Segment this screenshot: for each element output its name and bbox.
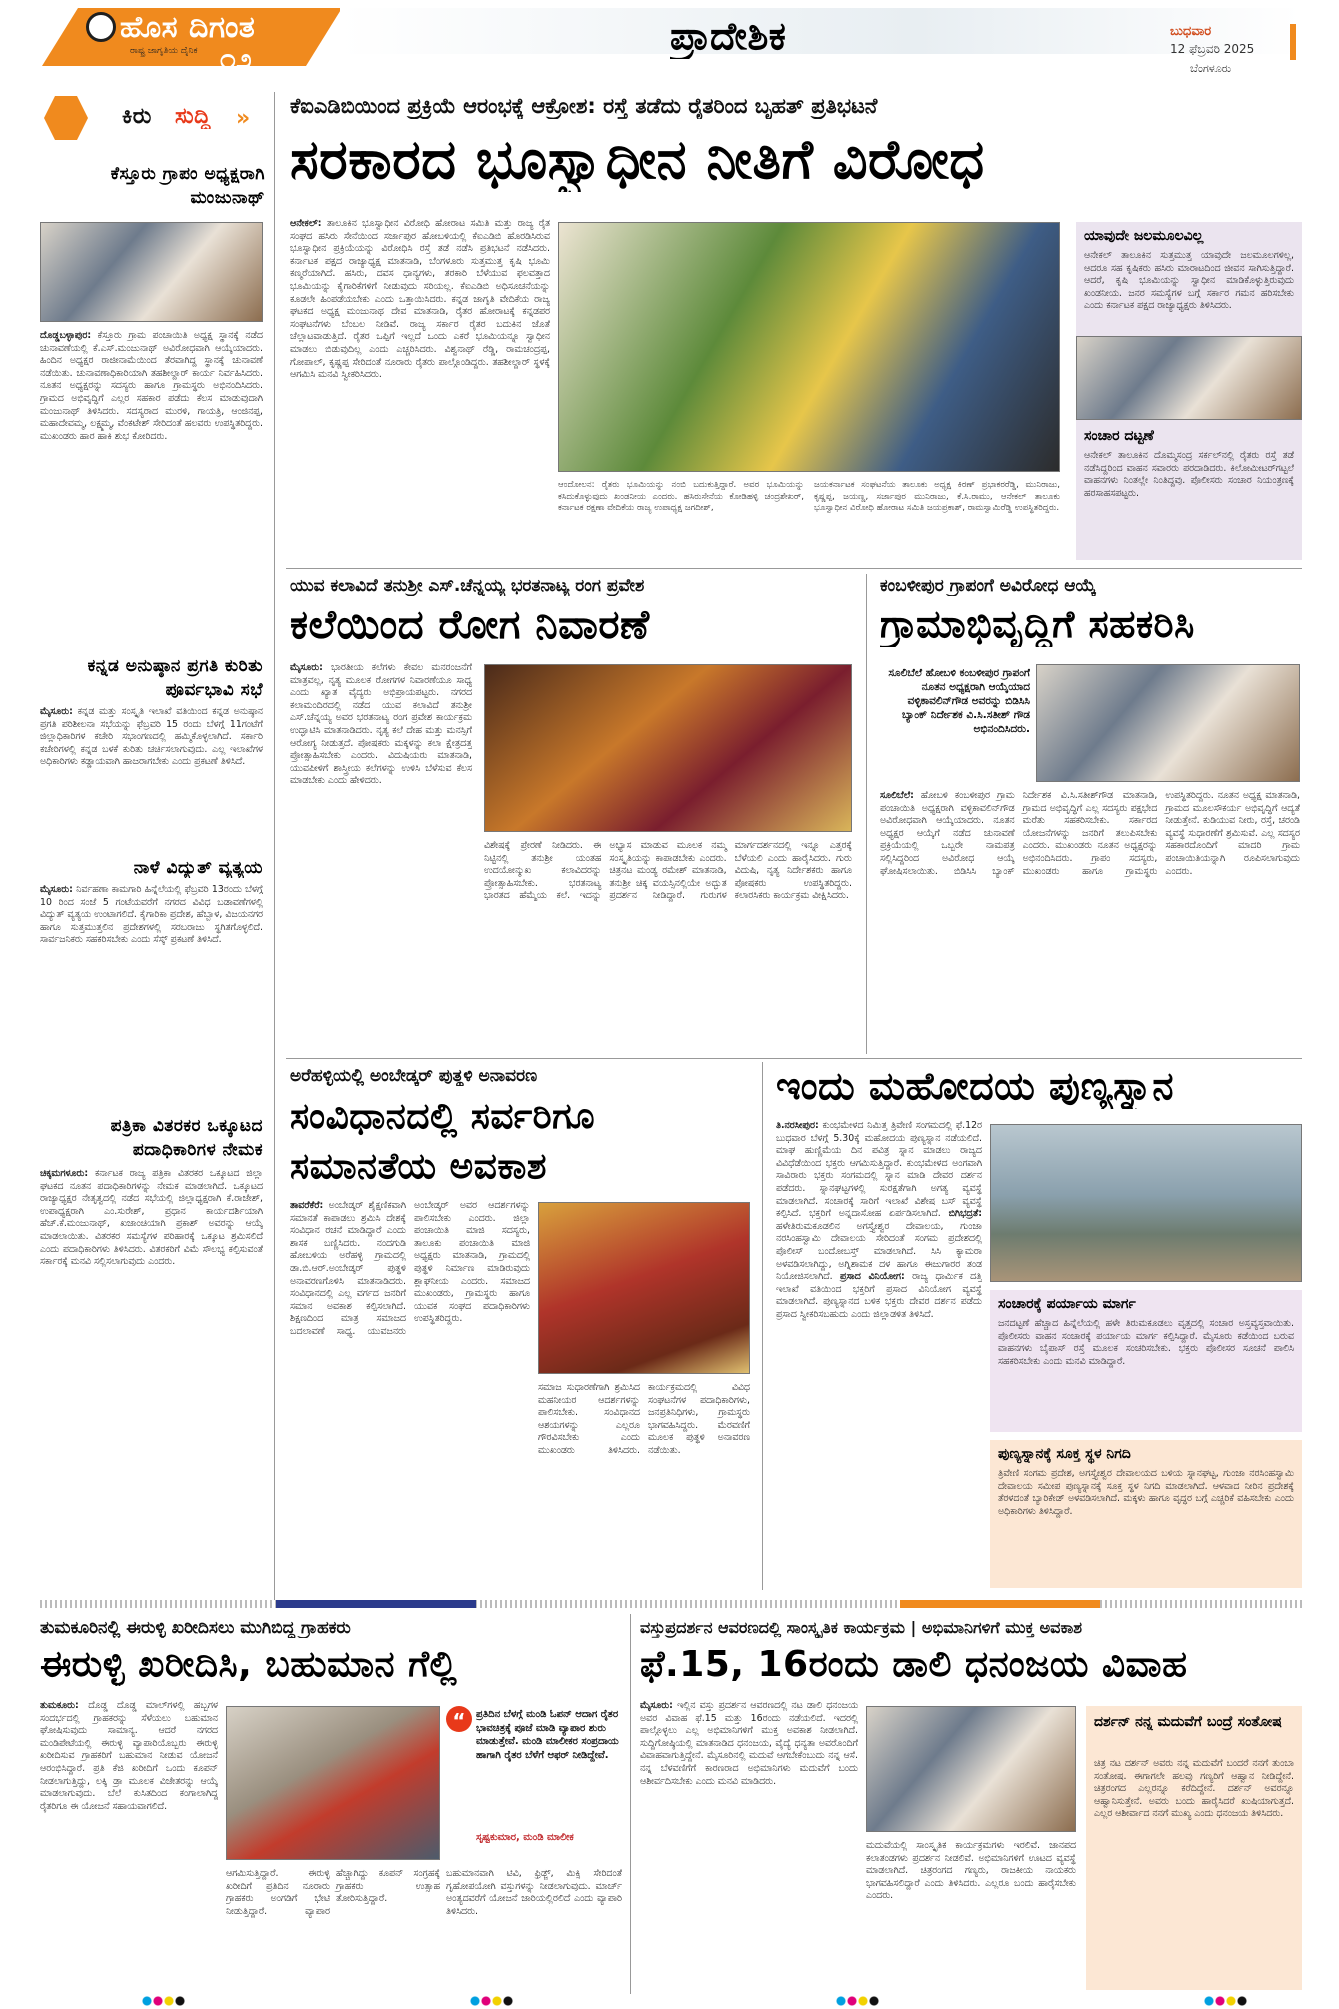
- brief-4-body: [40, 1168, 263, 1588]
- dhananjaya-box-title: ದರ್ಶನ್ ನನ್ನ ಮದುವೆಗೆ ಬಂದ್ರೆ ಸಂತೋಷ: [1094, 1714, 1282, 1730]
- dhananjaya-photo: [866, 1706, 1076, 1832]
- mid-rule: [286, 1058, 1302, 1059]
- mahodaya-box2-text: ತ್ರಿವೇಣಿ ಸಂಗಮ ಪ್ರದೇಶ, ಅಗಸ್ತ್ಯೇಶ್ವರ ದೇವಾಲಯದ ಬಳಿಯ ಸ್ನಾನಘಟ್ಟ, ಗುಂಜಾ ನರಸಿಂಹಸ್ವಾಮಿ ದೇವಾಲಯ ಸಮೀಪ ಪುಣ್ಯಸ್ನಾನಕ್ಕೆ ಸೂಕ್ತ ಸ್ಥಳ ನಿಗದಿ ಮಾಡಲಾಗಿದೆ. ಆಳವಾದ ನೀರಿನ ಪ್ರದೇಶಕ್ಕೆ ತೆರಳದಂತೆ ಬ್ಯಾರಿಕೇಡ್ ಅಳವಡಿಸಲಾಗಿದೆ. ಮಕ್ಕಳು ಹಾಗೂ ವೃದ್ಧರ ಬಗ್ಗೆ ಎಚ್ಚರಿಕೆ ವಹಿಸಬೇಕು ಎಂದು ಅಧಿಕಾರಿಗಳು ತಿಳಿಸಿದ್ದಾರೆ.: [998, 1468, 1294, 1517]
- brief-3-dateline: ಮೈಸೂರು:: [40, 884, 73, 895]
- brief-2-headline: ಕನ್ನಡ ಅನುಷ್ಠಾನ ಪ್ರಗತಿ ಕುರಿತು ಪೂರ್ವಭಾವಿ ಸಭೆ: [87, 656, 263, 700]
- dance-headline: ಕಲೆಯಿಂದ ರೋಗ ನಿವಾರಣೆ: [290, 602, 650, 648]
- brief-2-body: [40, 706, 263, 856]
- bottom-separator-orange: [900, 1600, 1100, 1608]
- mahodaya-box2-title: ಪುಣ್ಯಸ್ನಾನಕ್ಕೆ ಸೂಕ್ತ ಸ್ಥಳ ನಿಗದಿ: [998, 1446, 1131, 1462]
- dhananjaya-text-2: ಮದುವೆಯಲ್ಲಿ ಸಾಂಸ್ಕೃತಿಕ ಕಾರ್ಯಕ್ರಮಗಳು ಇರಲಿವೆ. ಜಾನಪದ ಕಲಾತಂಡಗಳು ಪ್ರದರ್ಶನ ನೀಡಲಿವೆ. ಅಭಿಮಾನಿಗಳಿಗೆ ಊಟದ ವ್ಯವಸ್ಥೆ ಮಾಡಲಾಗಿದೆ. ಚಿತ್ರರಂಗದ ಗಣ್ಯರು, ರಾಜಕೀಯ ನಾಯಕರು ಭಾಗವಹಿಸಲಿದ್ದಾರೆ ಎಂದು ತಿಳಿಸಿದರು. ಎಲ್ಲರೂ ಬಂದು ಹಾರೈಸಬೇಕು ಎಂದರು.: [866, 1840, 1076, 1902]
- dance-text: ಭಾರತೀಯ ಕಲೆಗಳು ಕೇವಲ ಮನರಂಜನೆಗೆ ಮಾತ್ರವಲ್ಲ, ನೃತ್ಯ ಮೂಲಕ ರೋಗಗಳ ನಿವಾರಣೆಯೂ ಸಾಧ್ಯ ಎಂದು ಖ್ಯಾತ ವೈದ್ಯರು ಅಭಿಪ್ರಾಯಪಟ್ಟರು. ನಗರದ ಕಲಾಮಂದಿರದಲ್ಲಿ ನಡೆದ ಯುವ ಕಲಾವಿದೆ ತನುಶ್ರೀ ಎಸ್.ಚೆನ್ನಯ್ಯ ಅವರ ಭರತನಾಟ್ಯ ರಂಗ ಪ್ರವೇಶ ಕಾರ್ಯಕ್ರಮ ಉದ್ಘಾಟಿಸಿ ಮಾತನಾಡಿದರು. ನೃತ್ಯ ಕಲೆ ದೇಹ ಮತ್ತು ಮನಸ್ಸಿಗೆ ಆರೋಗ್ಯ ನೀಡುತ್ತದೆ. ಪೋಷಕರು ಮಕ್ಕಳನ್ನು ಕಲಾ ಕ್ಷೇತ್ರದತ್ತ ಪ್ರೋತ್ಸಾಹಿಸಬೇಕು ಎಂದರು. ವಿದುಷಿಯರು ಮಾತನಾಡಿ, ಯುವಪೀಳಿಗೆ ಶಾಸ್ತ್ರೀಯ ಕಲೆಗಳನ್ನು ಉಳಿಸಿ ಬೆಳೆಸುವ ಕೆಲಸ ಮಾಡಬೇಕು ಎಂದು ಹೇಳಿದರು.: [290, 662, 472, 787]
- kambalipura-pullquote: ಸೂಲಿಬೆಲೆ ಹೋಬಳಿ ಕಂಬಳೀಪುರ ಗ್ರಾಪಂಗೆ ನೂತನ ಅಧ್ಯಕ್ಷರಾಗಿ ಆಯ್ಕೆಯಾದ ವಳ್ಳಿಕಾವಲಿನ್‌ಗೌಡ ಅವರನ್ನು ಬಿಡಿಸಿಸಿ ಬ್ಯಾಂಕ್ ನಿರ್ದೇಶಕ ವಿ.ಸಿ.ಸತೀಶ್ ಗೌಡ ಅಭಿನಂದಿಸಿದರು.: [888, 667, 1030, 735]
- eerulli-body: [40, 1700, 218, 1990]
- ambedkar-text-continued: ಸಮಾಜ ಸುಧಾರಣೆಗಾಗಿ ಶ್ರಮಿಸಿದ ಮಹನೀಯರ ಆದರ್ಶಗಳನ್ನು ಪಾಲಿಸಬೇಕು. ಸಂವಿಧಾನದ ಆಶಯಗಳನ್ನು ಎಲ್ಲರೂ ಗೌರವಿಸಬೇಕು ಎಂದು ಮುಖಂಡರು ತಿಳಿಸಿದರು. ಕಾರ್ಯಕ್ರಮದಲ್ಲಿ ವಿವಿಧ ಸಂಘಟನೆಗಳ ಪದಾಧಿಕಾರಿಗಳು, ಜನಪ್ರತಿನಿಧಿಗಳು, ಗ್ರಾಮಸ್ಥರು ಭಾಗವಹಿಸಿದ್ದರು. ಮೆರವಣಿಗೆ ಮೂಲಕ ಪುತ್ಥಳಿ ಅನಾವರಣ ನಡೆಯಿತು.: [538, 1382, 750, 1456]
- dhananjaya-box: [1086, 1706, 1302, 1990]
- lead-photo: [558, 222, 1060, 472]
- section-title: ಪ್ರಾದೇಶಿಕ: [670, 14, 787, 58]
- lead-bottom-rule: [286, 568, 1302, 569]
- kambalipura-dateline: ಸೂಲಿಬೆಲೆ:: [880, 790, 914, 801]
- mid-divider-2: [762, 1062, 763, 1590]
- registration-marks-right: [836, 1996, 880, 2006]
- dhananjaya-box-text: ಚಿತ್ರ ನಟ ದರ್ಶನ್ ಅವರು ನನ್ನ ಮದುವೆಗೆ ಬಂದರೆ ನನಗೆ ತುಂಬಾ ಸಂತೋಷ. ಈಗಾಗಲೇ ಹಲವು ಗಣ್ಯರಿಗೆ ಆಹ್ವಾನ ನೀಡಿದ್ದೇನೆ. ಚಿತ್ರರಂಗದ ಎಲ್ಲರನ್ನೂ ಕರೆದಿದ್ದೇನೆ. ದರ್ಶನ್ ಅವರನ್ನೂ ಆಹ್ವಾನಿಸುತ್ತೇನೆ. ಅವರು ಬಂದು ಹಾರೈಸಿದರೆ ಖುಷಿಯಾಗುತ್ತದೆ. ಎಲ್ಲರ ಆಶೀರ್ವಾದ ನನಗೆ ಮುಖ್ಯ ಎಂದು ಧನಂಜಯ ತಿಳಿಸಿದರು.: [1094, 1758, 1294, 1820]
- ambedkar-text: ಅಂಬೇಡ್ಕರ್ ಶೈಕ್ಷಣಿಕವಾಗಿ ಸಮಾನತೆ ಕಾಪಾಡಲು ಶ್ರಮಿಸಿ ದೇಶಕ್ಕೆ ಸಂವಿಧಾನ ರಚನೆ ಮಾಡಿದ್ದಾರೆ ಎಂದು ಶಾಸಕ ಬಣ್ಣಿಸಿದರು. ನಂದಗುಡಿ ಹೋಬಳಿಯ ಅರೆಹಳ್ಳಿ ಗ್ರಾಮದಲ್ಲಿ ಡಾ.ಬಿ.ಆರ್.ಅಂಬೇಡ್ಕರ್ ಪುತ್ಥಳಿ ಅನಾವರಣಗೊಳಿಸಿ ಮಾತನಾಡಿದರು. ಸಂವಿಧಾನದಲ್ಲಿ ಎಲ್ಲ ವರ್ಗದ ಜನರಿಗೆ ಸಮಾನ ಅವಕಾಶ ಕಲ್ಪಿಸಲಾಗಿದೆ. ಶಿಕ್ಷಣದಿಂದ ಮಾತ್ರ ಸಮಾಜದ ಬದಲಾವಣೆ ಸಾಧ್ಯ. ಯುವಜನರು ಅಂಬೇಡ್ಕರ್ ಅವರ ಆದರ್ಶಗಳನ್ನು ಪಾಲಿಸಬೇಕು ಎಂದರು. ಜಿಲ್ಲಾ ಪಂಚಾಯಿತಿ ಮಾಜಿ ಸದಸ್ಯರು, ತಾಲೂಕು ಪಂಚಾಯಿತಿ ಮಾಜಿ ಅಧ್ಯಕ್ಷರು ಮಾತನಾಡಿ, ಗ್ರಾಮದಲ್ಲಿ ಪುತ್ಥಳಿ ನಿರ್ಮಾಣ ಮಾಡಿರುವುದು ಶ್ಲಾಘನೀಯ ಎಂದರು. ಸಮಾಜದ ಮುಖಂಡರು, ಗ್ರಾಮಸ್ಥರು ಹಾಗೂ ಯುವಕ ಸಂಘದ ಪದಾಧಿಕಾರಿಗಳು ಉಪಸ್ಥಿತರಿದ್ದರು.: [290, 1200, 530, 1337]
- lead-text: ತಾಲೂಕಿನ ಭೂಸ್ವಾಧೀನ ವಿರೋಧಿ ಹೋರಾಟ ಸಮಿತಿ ಮತ್ತು ರಾಜ್ಯ ರೈತ ಸಂಘದ ಹಸಿರು ಸೇನೆಯಿಂದ ಸರ್ಜಾಪುರ ಹೋಬಳಿಯಲ್ಲಿ ಕೆಐಎಡಿಬಿ ಹೊರಡಿಸಿರುವ ಭೂಸ್ವಾಧೀನ ಪ್ರಕ್ರಿಯೆಯನ್ನು ವಿರೋಧಿಸಿ ರಸ್ತೆ ತಡೆ ನಡೆಸಿ ಪ್ರತಿಭಟನೆ ನಡೆಸಿದರು. ಕರ್ನಾಟಕ ಪಕ್ಷದ ರಾಜ್ಯಾಧ್ಯಕ್ಷ ಮಾತನಾಡಿ, ಬೆಂಗಳೂರು ಸುತ್ತಮುತ್ತ ಕೃಷಿ ಭೂಮಿ ಕಣ್ಮರೆಯಾಗಿದೆ. ಹಸಿರು, ದವಸ ಧಾನ್ಯಗಳು, ತರಕಾರಿ ಬೆಳೆಯುವ ಫಲವತ್ತಾದ ಭೂಮಿಯನ್ನು ಕೈಗಾರಿಕೆಗಳಿಗೆ ನೀಡುವುದು ಸರಿಯಲ್ಲ. ಕೆಐಎಡಿಬಿ ಅಧಿಸೂಚನೆಯನ್ನು ಕೂಡಲೇ ಹಿಂಪಡೆಯಬೇಕು ಎಂದು ಒತ್ತಾಯಿಸಿದರು. ಕನ್ನಡ ಜಾಗೃತಿ ವೇದಿಕೆಯ ರಾಜ್ಯ ಘಟಕದ ಅಧ್ಯಕ್ಷ ಮಂಜುನಾಥ ದೇವ ಮಾತನಾಡಿ, ರೈತರ ಹೋರಾಟಕ್ಕೆ ಕನ್ನಡಪರ ಸಂಘಟನೆಗಳು ಬೆಂಬಲ ನೀಡಿವೆ. ರಾಜ್ಯ ಸರ್ಕಾರ ರೈತರ ಬದುಕಿನ ಜೊತೆ ಚೆಲ್ಲಾಟವಾಡುತ್ತಿದೆ. ರೈತರ ಒಪ್ಪಿಗೆ ಇಲ್ಲದೆ ಒಂದು ಎಕರೆ ಭೂಮಿಯನ್ನೂ ಸ್ವಾಧೀನ ಮಾಡಲು ಬಿಡುವುದಿಲ್ಲ ಎಂದು ಎಚ್ಚರಿಸಿದರು. ವಿಶ್ವನಾಥ್ ರೆಡ್ಡಿ, ರಾಮಚಂದ್ರಪ್ಪ, ಗೋಪಾಲ್, ಕೃಷ್ಣಪ್ಪ ಸೇರಿದಂತೆ ನೂರಾರು ರೈತರು ಪಾಲ್ಗೊಂಡಿದ್ದರು. ತಹಶೀಲ್ದಾರ್ ಸ್ಥಳಕ್ಕೆ ಆಗಮಿಸಿ ಮನವಿ ಸ್ವೀಕರಿಸಿದರು.: [290, 218, 550, 381]
- dance-text-continued: ವಿಶೇಷಕ್ಕೆ ಪ್ರೇರಣೆ ನೀಡಿದರು. ಈ ನಿಟ್ಟಿನಲ್ಲಿ ತನುಶ್ರೀ ಯಂತಹ ಉದಯೋನ್ಮುಖ ಕಲಾವಿದರನ್ನು ಪ್ರೋತ್ಸಾಹಿಸಬೇಕು. ಭರತನಾಟ್ಯ ಭಾರತದ ಹೆಮ್ಮೆಯ ಕಲೆ. ಇದನ್ನು ಅಭ್ಯಾಸ ಮಾಡುವ ಮೂಲಕ ನಮ್ಮ ಸಂಸ್ಕೃತಿಯನ್ನು ಕಾಪಾಡಬೇಕು ಎಂದರು. ಚಿತ್ರನಟ ಮಂಡ್ಯ ರಮೇಶ್ ಮಾತನಾಡಿ, ತನುಶ್ರೀ ಚಿಕ್ಕ ವಯಸ್ಸಿನಲ್ಲಿಯೇ ಅದ್ಭುತ ಪ್ರದರ್ಶನ ನೀಡಿದ್ದಾರೆ. ಗುರುಗಳ ಮಾರ್ಗದರ್ಶನದಲ್ಲಿ ಇನ್ನೂ ಎತ್ತರಕ್ಕೆ ಬೆಳೆಯಲಿ ಎಂದು ಹಾರೈಸಿದರು. ಗುರು ವಿದುಷಿ, ನೃತ್ಯ ನಿರ್ದೇಶಕರು ಹಾಗೂ ಪೋಷಕರು ಉಪಸ್ಥಿತರಿದ್ದರು. ಕಲಾರಸಿಕರು ಕಾರ್ಯಕ್ರಮ ವೀಕ್ಷಿಸಿದರು.: [484, 840, 852, 902]
- brief-1-body: [40, 330, 263, 620]
- bottom-divider: [630, 1614, 631, 1994]
- lead-box2-text: ಆನೇಕಲ್ ತಾಲೂಕಿನ ದೊಮ್ಮಸಂದ್ರ ಸರ್ಕಲ್‌ನಲ್ಲಿ ರೈತರು ರಸ್ತೆ ತಡೆ ನಡೆಸಿದ್ದರಿಂದ ವಾಹನ ಸವಾರರು ಪರದಾಡಿದರು. ಕಿಲೋಮೀಟರ್‌ಗಟ್ಟಲೆ ವಾಹನಗಳು ನಿಂತಲ್ಲೇ ನಿಂತಿದ್ದವು. ಪೊಲೀಸರು ಸಂಚಾರ ನಿಯಂತ್ರಣಕ್ಕೆ ಹರಸಾಹಸಪಟ್ಟರು.: [1084, 450, 1294, 499]
- section-banner: [340, 8, 1300, 54]
- ambedkar-body: [290, 1200, 530, 1588]
- lead-sidebox: [1076, 222, 1302, 560]
- lead-caption-1: ಆಂದೋಲನ: ರೈತರು ಭೂಮಿಯನ್ನು ನಂಬಿ ಬದುಕುತ್ತಿದ್ದಾರೆ. ಅವರ ಭೂಮಿಯನ್ನು ಕಸಿದುಕೊಳ್ಳುವುದು ಖಂಡನೀಯ ಎಂದರು. ಹಸಿರುಸೇನೆಯ ಕೋಡಿಹಳ್ಳಿ ಚಂದ್ರಶೇಖರ್, ಕರ್ನಾಟಕ ರಕ್ಷಣಾ ವೇದಿಕೆಯ ರಾಜ್ಯ ಉಪಾಧ್ಯಕ್ಷ ಜಗದೀಶ್,: [558, 480, 804, 513]
- dance-kicker: ಯುವ ಕಲಾವಿದೆ ತನುಶ್ರೀ ಎಸ್.ಚೆನ್ನಯ್ಯ ಭರತನಾಟ್ಯ ರಂಗ ಪ್ರವೇಶ: [290, 576, 645, 596]
- brief-2-text: ಕನ್ನಡ ಮತ್ತು ಸಂಸ್ಕೃತಿ ಇಲಾಖೆ ವತಿಯಿಂದ ಕನ್ನಡ ಅನುಷ್ಠಾನ ಪ್ರಗತಿ ಪರಿಶೀಲನಾ ಸಭೆಯನ್ನು ಫೆಬ್ರವರಿ 15 ರಂದು ಬೆಳಗ್ಗೆ 11ಗಂಟೆಗೆ ಜಿಲ್ಲಾಧಿಕಾರಿಗಳ ಕಚೇರಿ ಸಭಾಂಗಣದಲ್ಲಿ ಹಮ್ಮಿಕೊಳ್ಳಲಾಗಿದೆ. ಸರ್ಕಾರಿ ಕಚೇರಿಗಳಲ್ಲಿ ಕನ್ನಡ ಬಳಕೆ ಕುರಿತು ಚರ್ಚಿಸಲಾಗುವುದು. ಎಲ್ಲ ಇಲಾಖೆಗಳ ಅಧಿಕಾರಿಗಳು ಕಡ್ಡಾಯವಾಗಿ ಹಾಜರಾಗಬೇಕು ಎಂದು ಪ್ರಕಟಣೆ ತಿಳಿಸಿದೆ.: [40, 706, 263, 768]
- mid-divider-1: [866, 574, 867, 1054]
- brief-3-headline: ನಾಳೆ ವಿದ್ಯುತ್ ವ್ಯತ್ಯಯ: [133, 858, 263, 878]
- brief-4-headline: ಪತ್ರಿಕಾ ವಿತರಕರ ಒಕ್ಕೂಟದ ಪದಾಧಿಕಾರಿಗಳ ನೇಮಕ: [110, 1116, 263, 1160]
- page-number: ೧೨: [220, 42, 253, 75]
- ambedkar-headline-line1: ಸಂವಿಧಾನದಲ್ಲಿ ಸರ್ವರಿಗೂ: [290, 1096, 596, 1137]
- weekday: ಬುಧವಾರ: [1170, 24, 1212, 39]
- dance-dateline: ಮೈಸೂರು:: [290, 662, 323, 673]
- brief-4-text: ಕರ್ನಾಟಕ ರಾಜ್ಯ ಪತ್ರಿಕಾ ವಿತರಕರ ಒಕ್ಕೂಟದ ಜಿಲ್ಲಾ ಘಟಕದ ನೂತನ ಪದಾಧಿಕಾರಿಗಳನ್ನು ನೇಮಕ ಮಾಡಲಾಗಿದೆ. ಒಕ್ಕೂಟದ ರಾಜ್ಯಾಧ್ಯಕ್ಷರ ನೇತೃತ್ವದಲ್ಲಿ ನಡೆದ ಸಭೆಯಲ್ಲಿ ಜಿಲ್ಲಾಧ್ಯಕ್ಷರಾಗಿ ಕೆ.ರಾಜೇಶ್, ಉಪಾಧ್ಯಕ್ಷರಾಗಿ ಎಂ.ಸುರೇಶ್, ಪ್ರಧಾನ ಕಾರ್ಯದರ್ಶಿಯಾಗಿ ಹೆಚ್.ಕೆ.ಮಂಜುನಾಥ್, ಖಜಾಂಚಿಯಾಗಿ ಪ್ರಕಾಶ್ ಅವರನ್ನು ಆಯ್ಕೆ ಮಾಡಲಾಯಿತು. ವಿತರಕರ ಸಮಸ್ಯೆಗಳ ಪರಿಹಾರಕ್ಕೆ ಒಕ್ಕೂಟ ಶ್ರಮಿಸಲಿದೆ ಎಂದು ಪದಾಧಿಕಾರಿಗಳು ತಿಳಿಸಿದರು. ವಿತರಕರಿಗೆ ವಿಮೆ ಸೌಲಭ್ಯ ಕಲ್ಪಿಸುವಂತೆ ಸರ್ಕಾರಕ್ಕೆ ಮನವಿ ಸಲ್ಲಿಸಲಾಗುವುದು ಎಂದರು.: [40, 1168, 263, 1268]
- dhananjaya-headline: ಫೆ.15, 16ರಂದು ಡಾಲಿ ಧನಂಜಯ ವಿವಾಹ: [640, 1644, 1188, 1685]
- lead-dateline: ಆನೇಕಲ್:: [290, 218, 322, 229]
- issue-date: 12 ಫೆಬ್ರವರಿ 2025: [1170, 42, 1255, 56]
- kiru-suddi-prefix: ಕಿರು: [122, 104, 152, 129]
- brief-1-photo: [40, 222, 263, 322]
- mahodaya-box1: [990, 1290, 1302, 1432]
- mahodaya-text-2: ಹಳೇತಿರುಮಕೂಡಲಿನ ಅಗಸ್ತ್ಯೇಶ್ವರ ದೇವಾಲಯ, ಗುಂಜಾ ನರಸಿಂಹಸ್ವಾಮಿ ದೇವಾಲಯ ಸೇರಿದಂತೆ ಸಂಗಮ ಪ್ರದೇಶದಲ್ಲಿ ಪೊಲೀಸ್ ಬಂದೋಬಸ್ತ್ ಮಾಡಲಾಗಿದೆ. ಸಿಸಿ ಕ್ಯಾಮರಾ ಅಳವಡಿಸಲಾಗಿದ್ದು, ಅಗ್ನಿಶಾಮಕ ದಳ ಹಾಗೂ ಈಜುಗಾರರ ತಂಡ ನಿಯೋಜಿಸಲಾಗಿದೆ.: [776, 1220, 982, 1283]
- ambedkar-kicker: ಅರೆಹಳ್ಳಿಯಲ್ಲಿ ಅಂಬೇಡ್ಕರ್ ಪುತ್ಥಳಿ ಅನಾವರಣ: [290, 1066, 538, 1086]
- dhananjaya-dateline: ಮೈಸೂರು:: [640, 1700, 673, 1711]
- eerulli-dateline: ತುಮಕೂರು:: [40, 1700, 79, 1711]
- registration-marks-mid: [470, 1996, 514, 2006]
- chevron-right-icon: »: [236, 106, 251, 131]
- paper-tagline: ರಾಷ್ಟ್ರ ಜಾಗೃತಿಯ ದೈನಿಕ: [130, 46, 198, 56]
- registration-marks-far-right: [1204, 1996, 1248, 2006]
- kambalipura-headline: ಗ್ರಾಮಾಭಿವೃದ್ಧಿಗೆ ಸಹಕರಿಸಿ: [880, 602, 1195, 646]
- registration-marks-left: [142, 1996, 186, 2006]
- city-name: ಬೆಂಗಳೂರು: [1190, 62, 1232, 75]
- lead-box-photo: [1076, 336, 1302, 420]
- ambedkar-photo: [538, 1202, 750, 1374]
- masthead: [0, 0, 1339, 86]
- dhananjaya-body: [640, 1700, 858, 1990]
- eerulli-quote-text: ಪ್ರತಿದಿನ ಬೆಳಗ್ಗೆ ಮಂಡಿ ಓಪನ್ ಆದಾಗ ರೈತರ ಭಾವಚಿತ್ರಕ್ಕೆ ಪೂಜೆ ಮಾಡಿ ವ್ಯಾಪಾರ ಶುರು ಮಾಡುತ್ತೇವೆ. ಮಂಡಿ ಮಾಲೀಕರ ಸಂಪ್ರದಾಯ ಹಾಗಾಗಿ ರೈತರ ಬೆಳೆಗೆ ಆಫರ್ ನೀಡಿದ್ದೇವೆ.: [476, 1709, 619, 1761]
- lead-headline: ಸರಕಾರದ ಭೂಸ್ವಾಧೀನ ನೀತಿಗೆ ವಿರೋಧ: [290, 128, 985, 191]
- brief-3-body: [40, 884, 263, 1110]
- lead-kicker: ಕೆಐಎಡಿಬಿಯಿಂದ ಪ್ರಕ್ರಿಯೆ ಆರಂಭಕ್ಕೆ ಆಕ್ರೋಶ: ರಸ್ತೆ ತಡೆದು ರೈತರಿಂದ ಬೃಹತ್ ಪ್ರತಿಭಟನೆ: [290, 94, 878, 118]
- mahodaya-headline: ಇಂದು ಮಹೋದಯ ಪುಣ್ಯಸ್ನಾನ: [776, 1064, 1175, 1108]
- eerulli-quote-author: ಸೃಷ್ಟಕುಮಾರ, ಮಂಡಿ ಮಾಲೀಕ: [476, 1832, 574, 1843]
- mahodaya-body: [776, 1120, 982, 1588]
- paper-name: ಹೊಸ ದಿಗಂತ: [120, 10, 256, 45]
- mahodaya-text: ಕುಂಭಮೇಳದ ನಿಮಿತ್ತ ತ್ರಿವೇಣಿ ಸಂಗಮದಲ್ಲಿ ಫೆ.12ರ ಬುಧವಾರ ಬೆಳಗ್ಗೆ 5.30ಕ್ಕೆ ಮಹೋದಯ ಪುಣ್ಯಸ್ನಾನ ನಡೆಯಲಿದೆ. ಮಾಘ ಹುಣ್ಣಿಮೆಯ ದಿನ ಪವಿತ್ರ ಸ್ನಾನ ಮಾಡಲು ರಾಜ್ಯದ ವಿವಿಧೆಡೆಯಿಂದ ಭಕ್ತರು ಆಗಮಿಸುತ್ತಿದ್ದಾರೆ. ಕುಂಭಮೇಳದ ಅಂಗವಾಗಿ ಸಾವಿರಾರು ಭಕ್ತರು ಸಂಗಮದಲ್ಲಿ ಸ್ನಾನ ಮಾಡಿ ದೇವರ ದರ್ಶನ ಪಡೆದರು. ಸ್ನಾನಘಟ್ಟಗಳಲ್ಲಿ ಸುರಕ್ಷತೆಗಾಗಿ ಅಗತ್ಯ ವ್ಯವಸ್ಥೆ ಮಾಡಲಾಗಿದೆ. ಸಂಚಾರಕ್ಕೆ ಸಾರಿಗೆ ಇಲಾಖೆ ವಿಶೇಷ ಬಸ್ ವ್ಯವಸ್ಥೆ ಕಲ್ಪಿಸಿದೆ. ಭಕ್ತರಿಗೆ ಅನ್ನದಾಸೋಹ ಏರ್ಪಡಿಸಲಾಗಿದೆ.: [776, 1120, 982, 1220]
- mahodaya-box1-title: ಸಂಚಾರಕ್ಕೆ ಪರ್ಯಾಯ ಮಾರ್ಗ: [998, 1296, 1136, 1312]
- kiru-suddi-suffix: ಸುದ್ದಿ: [175, 104, 211, 129]
- logo-emblem-icon: [86, 12, 116, 42]
- brief-1-headline: ಕೆಸ್ತೂರು ಗ್ರಾಪಂ ಅಧ್ಯಕ್ಷರಾಗಿ ಮಂಜುನಾಥ್: [110, 164, 265, 208]
- lead-body: [290, 218, 550, 562]
- brief-1-text: ಕೆಸ್ತೂರು ಗ್ರಾಮ ಪಂಚಾಯಿತಿ ಅಧ್ಯಕ್ಷ ಸ್ಥಾನಕ್ಕೆ ನಡೆದ ಚುನಾವಣೆಯಲ್ಲಿ ಕೆ.ಎಸ್.ಮಂಜುನಾಥ್ ಅವಿರೋಧವಾಗಿ ಆಯ್ಕೆಯಾದರು. ಹಿಂದಿನ ಅಧ್ಯಕ್ಷರ ರಾಜೀನಾಮೆಯಿಂದ ತೆರವಾಗಿದ್ದ ಸ್ಥಾನಕ್ಕೆ ಚುನಾವಣೆ ನಡೆಯಿತು. ಚುನಾವಣಾಧಿಕಾರಿಯಾಗಿ ತಹಶೀಲ್ದಾರ್ ಕಾರ್ಯ ನಿರ್ವಹಿಸಿದರು. ನೂತನ ಅಧ್ಯಕ್ಷರನ್ನು ಸದಸ್ಯರು ಹಾಗೂ ಗ್ರಾಮಸ್ಥರು ಅಭಿನಂದಿಸಿದರು. ಗ್ರಾಮದ ಅಭಿವೃದ್ಧಿಗೆ ಎಲ್ಲರ ಸಹಕಾರ ಪಡೆದು ಕೆಲಸ ಮಾಡುವುದಾಗಿ ಮಂಜುನಾಥ್ ತಿಳಿಸಿದರು. ಸದಸ್ಯರಾದ ಮುರಳಿ, ಗಾಯತ್ರಿ, ಆಂಜಿನಪ್ಪ, ಮಹಾದೇವಮ್ಮ, ಲಕ್ಷ್ಮಮ್ಮ, ವೆಂಕಟೇಶ್ ಸೇರಿದಂತೆ ಹಲವರು ಉಪಸ್ಥಿತರಿದ್ದರು. ಮುಖಂಡರು ಹಾರ ಹಾಕಿ ಶುಭ ಕೋರಿದರು.: [40, 330, 263, 442]
- mahodaya-photo: [990, 1124, 1302, 1282]
- bottom-separator-blue: [276, 1600, 476, 1608]
- lead-box1-text: ಆನೇಕಲ್ ತಾಲೂಕಿನ ಸುತ್ತಮುತ್ತ ಯಾವುದೇ ಜಲಮೂಲಗಳಿಲ್ಲ, ಆದರೂ ಸಹ ಕೃಷಿಕರು ಹಸಿರು ಮಾರಾಟದಿಂದ ಜೀವನ ಸಾಗಿಸುತ್ತಿದ್ದಾರೆ. ಆದರೆ, ಕೃಷಿ ಭೂಮಿಯನ್ನು ಸ್ವಾಧೀನ ಮಾಡಿಕೊಳ್ಳುತ್ತಿರುವುದು ಖಂಡನೀಯ. ಜನರ ಸಮಸ್ಯೆಗಳ ಬಗ್ಗೆ ಸರ್ಕಾರ ಗಮನ ಹರಿಸಬೇಕು ಎಂದು ಕರ್ನಾಟಕ ಪಕ್ಷದ ರಾಜ್ಯಾಧ್ಯಕ್ಷರು ತಿಳಿಸಿದರು.: [1084, 250, 1294, 312]
- mahodaya-box2: [990, 1440, 1302, 1588]
- mahodaya-box1-text: ಜನದಟ್ಟಣೆ ಹೆಚ್ಚಾದ ಹಿನ್ನೆಲೆಯಲ್ಲಿ ಹಳೇ ತಿರುಮಕೂಡಲು ವೃತ್ತದಲ್ಲಿ ಸಂಚಾರ ಅಸ್ತವ್ಯಸ್ತವಾಯಿತು. ಪೊಲೀಸರು ವಾಹನ ಸಂಚಾರಕ್ಕೆ ಪರ್ಯಾಯ ಮಾರ್ಗ ಕಲ್ಪಿಸಿದ್ದಾರೆ. ಮೈಸೂರು ಕಡೆಯಿಂದ ಬರುವ ವಾಹನಗಳು ಬೈಪಾಸ್ ರಸ್ತೆ ಮೂಲಕ ಸಂಚರಿಸಬೇಕು. ಭಕ್ತರು ಪೊಲೀಸರ ಸೂಚನೆ ಪಾಲಿಸಿ ಸಹಕರಿಸಬೇಕು ಎಂದು ಮನವಿ ಮಾಡಿದ್ದಾರೆ.: [998, 1318, 1294, 1367]
- dance-photo: [484, 664, 852, 832]
- lead-caption-2: ಜಯಕರ್ನಾಟಕ ಸಂಘಟನೆಯ ತಾಲೂಕು ಅಧ್ಯಕ್ಷ ಕಿರಣ್ ಪ್ರಭಾಕರರೆಡ್ಡಿ, ಮುನಿರಾಜು, ಕೃಷ್ಣಪ್ಪ, ಜಯಣ್ಣ, ಸರ್ಜಾಪುರ ಮುನಿರಾಜು, ಕೆ.ಸಿ.ರಾಮು, ಆನೇಕಲ್ ತಾಲೂಕು ಭೂಸ್ವಾಧೀನ ವಿರೋಧಿ ಹೋರಾಟ ಸಮಿತಿ ಜಯಪ್ರಕಾಶ್, ರಾಮಸ್ವಾಮಿರೆಡ್ಡಿ ಉಪಸ್ಥಿತರಿದ್ದರು.: [814, 480, 1060, 513]
- dhananjaya-text: ಇಲ್ಲಿನ ವಸ್ತು ಪ್ರದರ್ಶನ ಆವರಣದಲ್ಲಿ ನಟ ಡಾಲಿ ಧನಂಜಯ ಅವರ ವಿವಾಹ ಫೆ.15 ಮತ್ತು 16ರಂದು ನಡೆಯಲಿದೆ. ಇದರಲ್ಲಿ ಪಾಲ್ಗೊಳ್ಳಲು ಎಲ್ಲ ಅಭಿಮಾನಿಗಳಿಗೆ ಮುಕ್ತ ಅವಕಾಶ ನೀಡಲಾಗಿದೆ. ಸುದ್ದಿಗೋಷ್ಠಿಯಲ್ಲಿ ಮಾತನಾಡಿದ ಧನಂಜಯ, ವೈದ್ಯೆ ಧನ್ಯತಾ ಅವರೊಂದಿಗೆ ವಿವಾಹವಾಗುತ್ತಿದ್ದೇನೆ. ಮೈಸೂರಿನಲ್ಲಿ ಮದುವೆ ಆಗಬೇಕೆಂಬುದು ನನ್ನ ಆಸೆ. ನನ್ನ ಬೆಳವಣಿಗೆಗೆ ಕಾರಣರಾದ ಅಭಿಮಾನಿಗಳು ಮದುವೆಗೆ ಬಂದು ಆಶೀರ್ವದಿಸಬೇಕು ಎಂದು ಮನವಿ ಮಾಡಿದರು.: [640, 1700, 858, 1787]
- kambalipura-text: ಹೋಬಳಿ ಕಂಬಳೀಪುರ ಗ್ರಾಮ ಪಂಚಾಯಿತಿ ಅಧ್ಯಕ್ಷರಾಗಿ ವಳ್ಳಿಕಾವಲಿನ್‌ಗೌಡ ಅವಿರೋಧವಾಗಿ ಆಯ್ಕೆಯಾದರು. ನೂತನ ಅಧ್ಯಕ್ಷರ ಆಯ್ಕೆಗೆ ನಡೆದ ಚುನಾವಣೆ ಪ್ರಕ್ರಿಯೆಯಲ್ಲಿ ಒಬ್ಬರೇ ನಾಮಪತ್ರ ಸಲ್ಲಿಸಿದ್ದರಿಂದ ಅವಿರೋಧ ಆಯ್ಕೆ ಘೋಷಿಸಲಾಯಿತು. ಬಿಡಿಸಿಸಿ ಬ್ಯಾಂಕ್ ನಿರ್ದೇಶಕ ವಿ.ಸಿ.ಸತೀಶ್‌ಗೌಡ ಮಾತನಾಡಿ, ಗ್ರಾಮದ ಅಭಿವೃದ್ಧಿಗೆ ಎಲ್ಲ ಸದಸ್ಯರು ಪಕ್ಷಭೇದ ಮರೆತು ಸಹಕರಿಸಬೇಕು. ಸರ್ಕಾರದ ಯೋಜನೆಗಳನ್ನು ಜನರಿಗೆ ತಲುಪಿಸಬೇಕು ಎಂದರು. ಮುಖಂಡರು ನೂತನ ಅಧ್ಯಕ್ಷರನ್ನು ಅಭಿನಂದಿಸಿದರು. ಗ್ರಾಪಂ ಸದಸ್ಯರು, ಮುಖಂಡರು ಹಾಗೂ ಗ್ರಾಮಸ್ಥರು ಉಪಸ್ಥಿತರಿದ್ದರು. ನೂತನ ಅಧ್ಯಕ್ಷ ಮಾತನಾಡಿ, ಗ್ರಾಮದ ಮೂಲಸೌಕರ್ಯ ಅಭಿವೃದ್ಧಿಗೆ ಆದ್ಯತೆ ನೀಡುತ್ತೇನೆ. ಕುಡಿಯುವ ನೀರು, ರಸ್ತೆ, ಚರಂಡಿ ವ್ಯವಸ್ಥೆ ಸುಧಾರಣೆಗೆ ಶ್ರಮಿಸುವೆ. ಎಲ್ಲ ಸದಸ್ಯರ ಸಹಕಾರದೊಂದಿಗೆ ಮಾದರಿ ಗ್ರಾಮ ಪಂಚಾಯಿತಿಯನ್ನಾಗಿ ರೂಪಿಸಲಾಗುವುದು ಎಂದರು.: [880, 790, 1300, 877]
- mahodaya-subhead-1: ಬಿಗಿಭದ್ರತೆ:: [948, 1208, 982, 1220]
- brief-2-dateline: ಮೈಸೂರು:: [40, 706, 73, 717]
- eerulli-headline: ಈರುಳ್ಳಿ ಖರೀದಿಸಿ, ಬಹುಮಾನ ಗೆಲ್ಲಿ: [40, 1644, 458, 1685]
- eerulli-kicker: ತುಮಕೂರಿನಲ್ಲಿ ಈರುಳ್ಳಿ ಖರೀದಿಸಲು ಮುಗಿಬಿದ್ದ ಗ್ರಾಹಕರು: [40, 1618, 351, 1638]
- kambalipura-kicker: ಕಂಬಳೀಪುರ ಗ್ರಾಪಂಗೆ ಅವಿರೋಧ ಆಯ್ಕೆ: [880, 576, 1096, 596]
- date-accent-bar: [1290, 24, 1296, 60]
- mahodaya-subhead-2: ಪ್ರಸಾದ ವಿನಿಯೋಗ:: [840, 1271, 905, 1283]
- brief-3-text: ನಿರ್ವಹಣಾ ಕಾಮಗಾರಿ ಹಿನ್ನೆಲೆಯಲ್ಲಿ ಫೆಬ್ರವರಿ 13ರಂದು ಬೆಳಗ್ಗೆ 10 ರಿಂದ ಸಂಜೆ 5 ಗಂಟೆಯವರೆಗೆ ನಗರದ ವಿವಿಧ ಬಡಾವಣೆಗಳಲ್ಲಿ ವಿದ್ಯುತ್ ವ್ಯತ್ಯಯ ಉಂಟಾಗಲಿದೆ. ಕೈಗಾರಿಕಾ ಪ್ರದೇಶ, ಹೆಬ್ಬಾಳ, ವಿಜಯನಗರ ಹಾಗೂ ಸುತ್ತಮುತ್ತಲಿನ ಪ್ರದೇಶಗಳಲ್ಲಿ ಸರಬರಾಜು ಸ್ಥಗಿತಗೊಳ್ಳಲಿದೆ. ಸಾರ್ವಜನಿಕರು ಸಹಕರಿಸಬೇಕು ಎಂದು ಸೆಸ್ಕ್ ಪ್ರಕಟಣೆ ತಿಳಿಸಿದೆ.: [40, 884, 263, 946]
- quote-mark-icon: “: [446, 1706, 472, 1732]
- mahodaya-text-3: ರಾಜ್ಯ ಧಾರ್ಮಿಕ ದತ್ತಿ ಇಲಾಖೆ ವತಿಯಿಂದ ಭಕ್ತರಿಗೆ ಪ್ರಸಾದ ವಿನಿಯೋಗ ವ್ಯವಸ್ಥೆ ಮಾಡಲಾಗಿದೆ. ಪುಣ್ಯಸ್ನಾನದ ಬಳಿಕ ಭಕ್ತರು ದೇವರ ದರ್ಶನ ಪಡೆದು ಪ್ರಸಾದ ಸ್ವೀಕರಿಸಬಹುದು ಎಂದು ಜಿಲ್ಲಾಡಳಿತ ತಿಳಿಸಿದೆ.: [776, 1271, 982, 1320]
- brief-4-dateline: ಚಿಕ್ಕಮಗಳೂರು:: [40, 1168, 89, 1179]
- left-column-divider: [274, 92, 275, 1600]
- bottom-separator: [40, 1600, 1302, 1608]
- kambalipura-photo: [1036, 664, 1300, 782]
- kiru-suddi-label: [40, 92, 260, 148]
- hand-pointer-icon: [44, 96, 88, 140]
- eerulli-text-2: ಆಗಮಿಸುತ್ತಿದ್ದಾರೆ. ಈರುಳ್ಳಿ ಖರೀದಿಗೆ ಪ್ರತಿದಿನ ನೂರಾರು ಗ್ರಾಹಕರು ಅಂಗಡಿಗೆ ಭೇಟಿ ನೀಡುತ್ತಿದ್ದಾರೆ. ವ್ಯಾಪಾರ ಹೆಚ್ಚಾಗಿದ್ದು ಕೂಪನ್ ಸಂಗ್ರಹಕ್ಕೆ ಗ್ರಾಹಕರು ಉತ್ಸಾಹ ತೋರಿಸುತ್ತಿದ್ದಾರೆ.: [226, 1868, 440, 1917]
- eerulli-photo: [226, 1706, 440, 1860]
- kambalipura-body: [880, 790, 1300, 1052]
- brief-1-dateline: ದೊಡ್ಡಬಳ್ಳಾಪುರ:: [40, 330, 92, 341]
- dhananjaya-kicker: ವಸ್ತುಪ್ರದರ್ಶನ ಆವರಣದಲ್ಲಿ ಸಾಂಸ್ಕೃತಿಕ ಕಾರ್ಯಕ್ರಮ | ಅಭಿಮಾನಿಗಳಿಗೆ ಮುಕ್ತ ಅವಕಾಶ: [640, 1618, 1083, 1637]
- eerulli-text-3: ಬಹುಮಾನವಾಗಿ ಟಿವಿ, ಫ್ರಿಡ್ಜ್, ಮಿಕ್ಸಿ ಸೇರಿದಂತೆ ಗೃಹೋಪಯೋಗಿ ವಸ್ತುಗಳನ್ನು ನೀಡಲಾಗುವುದು. ಮಾರ್ಚ್ ಅಂತ್ಯದವರೆಗೆ ಯೋಜನೆ ಜಾರಿಯಲ್ಲಿರಲಿದೆ ಎಂದು ವ್ಯಾಪಾರಿ ತಿಳಿಸಿದರು.: [446, 1868, 622, 1917]
- mahodaya-dateline: ತಿ.ನರಸೀಪುರ:: [776, 1120, 819, 1131]
- ambedkar-dateline: ತಾವರೆಕೆರೆ:: [290, 1200, 324, 1211]
- lead-box2-title: ಸಂಚಾರ ದಟ್ಟಣೆ: [1084, 428, 1154, 444]
- dance-body: [290, 662, 472, 1052]
- ambedkar-headline-line2: ಸಮಾನತೆಯ ಅವಕಾಶ: [290, 1146, 548, 1187]
- eerulli-quote: [446, 1706, 622, 1860]
- eerulli-text: ದೊಡ್ಡ ದೊಡ್ಡ ಮಾಲ್‌ಗಳಲ್ಲಿ ಹಬ್ಬಗಳ ಸಂದರ್ಭದಲ್ಲಿ ಗ್ರಾಹಕರನ್ನು ಸೆಳೆಯಲು ಬಹುಮಾನ ಘೋಷಿಸುವುದು ಸಾಮಾನ್ಯ. ಆದರೆ ನಗರದ ಮಂಡಿಪೇಟೆಯಲ್ಲಿ ಈರುಳ್ಳಿ ವ್ಯಾಪಾರಿಯೊಬ್ಬರು ಈರುಳ್ಳಿ ಖರೀದಿಸುವ ಗ್ರಾಹಕರಿಗೆ ಬಹುಮಾನ ನೀಡುವ ಯೋಜನೆ ಆರಂಭಿಸಿದ್ದಾರೆ. ಪ್ರತಿ ಕೆಜಿ ಖರೀದಿಗೆ ಒಂದು ಕೂಪನ್ ನೀಡಲಾಗುತ್ತಿದ್ದು, ಲಕ್ಕಿ ಡ್ರಾ ಮೂಲಕ ವಿಜೇತರನ್ನು ಆಯ್ಕೆ ಮಾಡಲಾಗುವುದು. ಬೆಲೆ ಕುಸಿತದಿಂದ ಕಂಗಾಲಾಗಿದ್ದ ರೈತರಿಗೂ ಈ ಯೋಜನೆ ಸಹಾಯವಾಗಲಿದೆ.: [40, 1700, 218, 1812]
- lead-box1-title: ಯಾವುದೇ ಜಲಮೂಲವಿಲ್ಲ: [1084, 228, 1204, 244]
